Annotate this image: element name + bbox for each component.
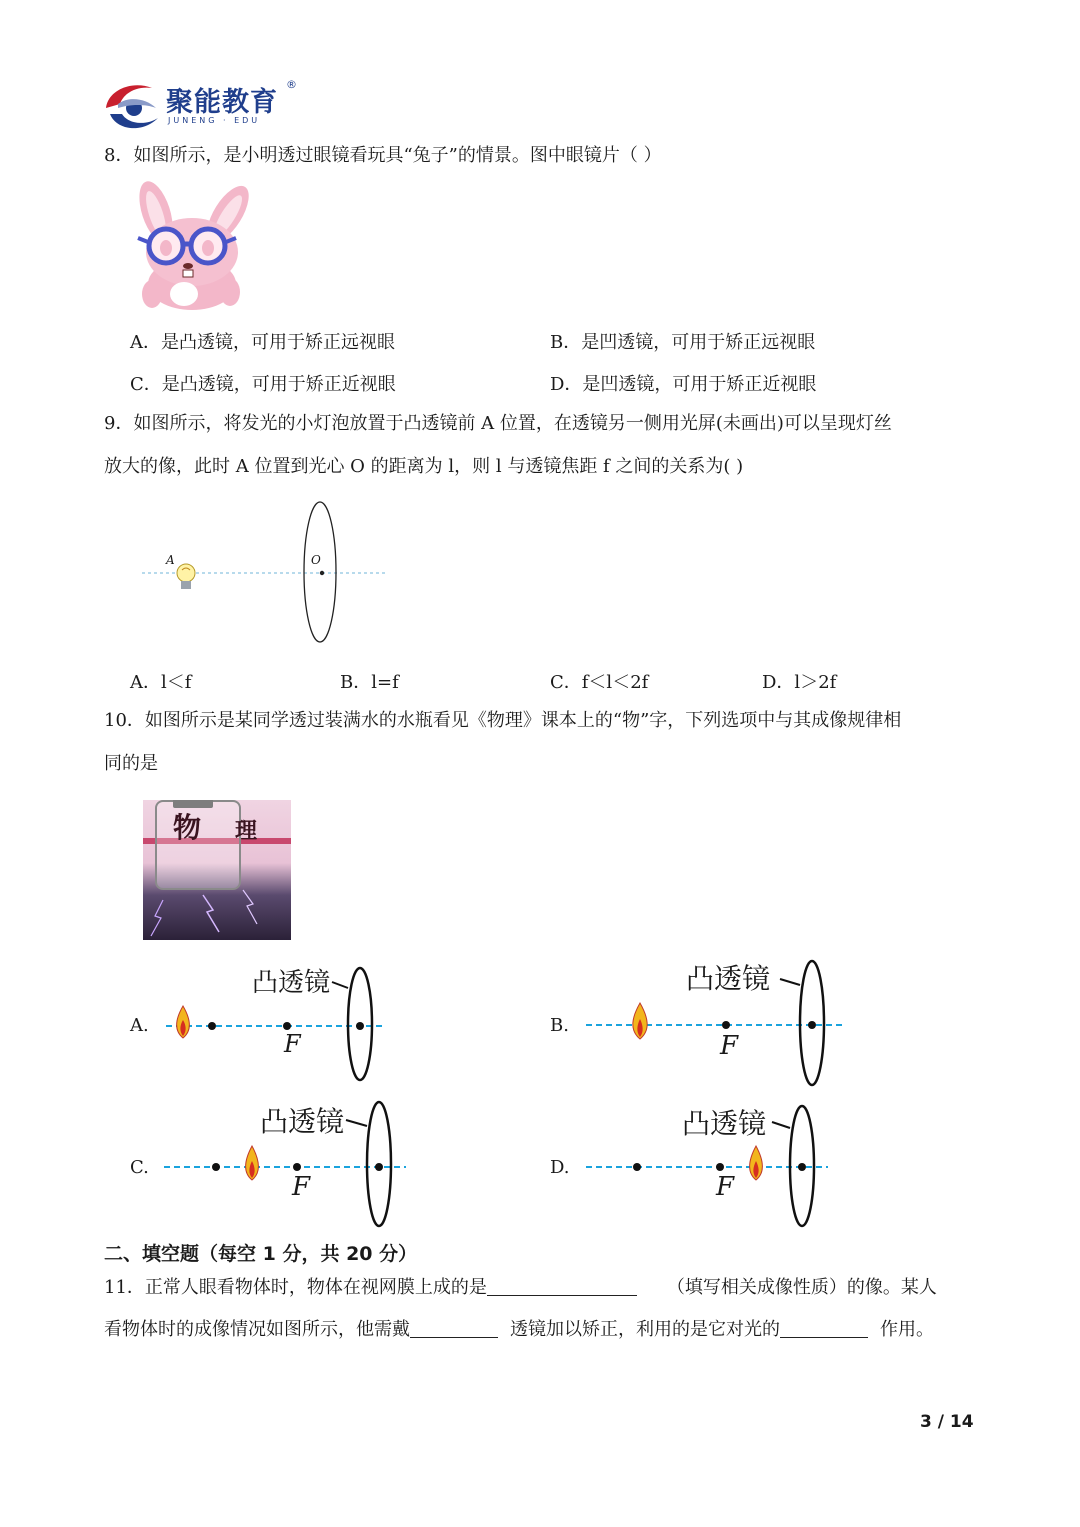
q9-point-o: O (311, 553, 321, 567)
q10-option-b-figure (580, 955, 845, 1090)
lens-bulb-diagram (140, 500, 390, 645)
q10-book-photo (143, 800, 291, 940)
rabbit-with-glasses-icon (126, 180, 260, 314)
lens-label-d: 凸透镜 (682, 1107, 767, 1140)
book-char-li: 理 (235, 818, 258, 844)
q8-stem: 8．如图所示，是小明透过眼镜看玩具“兔子”的情景。图中眼镜片（ ） (104, 145, 662, 166)
q10-option-c-letter: C. (130, 1157, 149, 1178)
lens-label-a: 凸透镜 (252, 968, 331, 998)
q9-line2: 放大的像，此时 A 位置到光心 O 的距离为 l，则 l 与透镜焦距 f 之间的关系为( ) (104, 456, 744, 477)
q9-point-a: A (166, 553, 175, 567)
q11-part2: （填写相关成像性质）的像。某人 (666, 1277, 937, 1298)
logo-mark-icon (102, 78, 162, 134)
lens-label-b: 凸透镜 (686, 962, 771, 995)
q11-line2 (104, 1309, 934, 1351)
q11-blank-3[interactable] (780, 1319, 868, 1338)
q10-option-d-figure (582, 1100, 832, 1230)
q10-option-a-figure (160, 960, 390, 1085)
q11-blank-2[interactable] (410, 1319, 498, 1338)
lightning-decoration-icon (143, 800, 291, 940)
focus-label-a: F (284, 1030, 301, 1058)
q11-line1 (104, 1267, 937, 1309)
q8-option-b: B．是凹透镜，可用于矫正远视眼 (550, 332, 816, 353)
logo (102, 78, 302, 134)
q11-blank-1[interactable] (487, 1277, 637, 1296)
page-number: 3 / 14 (920, 1412, 974, 1432)
q9-option-a: A．l＜f (130, 672, 192, 693)
q8-option-d: D．是凹透镜，可用于矫正近视眼 (550, 374, 817, 395)
q9-option-d: D．l＞2f (762, 672, 837, 693)
q10-option-d-letter: D. (550, 1157, 570, 1178)
q9-figure (140, 500, 390, 645)
q8-rabbit-figure (126, 180, 260, 314)
lens-label-c: 凸透镜 (260, 1105, 345, 1138)
brand-name: 聚能教育 (166, 87, 278, 118)
brand-reg: ® (286, 78, 297, 91)
q9-option-c: C．f＜l＜2f (550, 672, 649, 693)
q10-option-c-figure (160, 1098, 410, 1233)
q11-part4: 透镜加以矫正，利用的是它对光的 (510, 1319, 780, 1340)
section-2-title: 二、填空题（每空 1 分，共 20 分） (104, 1243, 418, 1265)
q10-option-a-letter: A. (130, 1015, 149, 1036)
q8-option-a: A．是凸透镜，可用于矫正远视眼 (130, 332, 395, 353)
focus-label-d: F (716, 1172, 735, 1202)
q8-option-c: C．是凸透镜，可用于矫正近视眼 (130, 374, 396, 395)
book-char-wu: 物 (173, 811, 202, 844)
q9-option-b: B．l=f (340, 672, 399, 693)
q10-line1: 10．如图所示是某同学透过装满水的水瓶看见《物理》课本上的“物”字，下列选项中与其成像规律相 (104, 710, 902, 731)
q10-option-b-letter: B. (550, 1015, 569, 1036)
focus-label-c: F (292, 1172, 311, 1202)
q11-part5: 作用。 (880, 1319, 934, 1340)
q10-line2: 同的是 (104, 753, 158, 774)
q11-part1: 11．正常人眼看物体时，物体在视网膜上成的是 (104, 1277, 487, 1298)
brand-sub: JUNENG · EDU (168, 116, 261, 125)
q11-part3: 看物体时的成像情况如图所示，他需戴 (104, 1319, 410, 1340)
q9-line1: 9．如图所示，将发光的小灯泡放置于凸透镜前 A 位置，在透镜另一侧用光屏(未画出)可以呈现灯丝 (104, 413, 892, 434)
focus-label-b: F (720, 1031, 739, 1061)
